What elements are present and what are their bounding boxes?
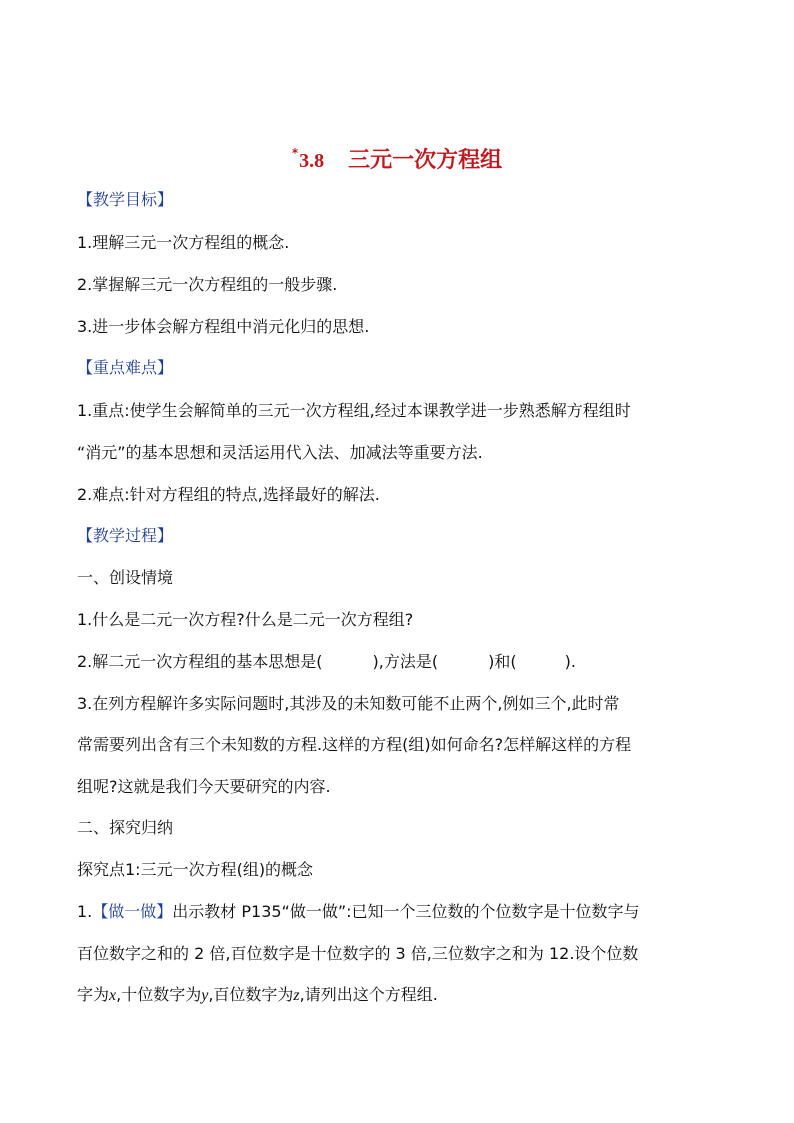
section-1-title: 一、创设情境: [77, 568, 174, 587]
activity-line3: 字为x,十位数字为y,百位数字为z,请列出这个方程组.: [77, 985, 438, 1004]
goal-item-3: 3.进一步体会解方程组中消元化归的思想.: [77, 317, 370, 336]
heading-teaching-goals: 【教学目标】: [77, 190, 174, 209]
section-2-title: 二、探究归纳: [77, 818, 174, 837]
section-number: 3.8: [299, 150, 325, 172]
variable-z: z: [293, 987, 300, 1004]
key-point-2: 2.难点:针对方程组的特点,选择最好的解法.: [77, 485, 380, 504]
title-optional-mark: *: [291, 146, 299, 160]
question-3-line1: 3.在列方程解许多实际问题时,其涉及的未知数可能不止两个,例如三个,此时常: [77, 694, 620, 713]
activity-tag: 【做一做】: [92, 902, 173, 921]
heading-key-points: 【重点难点】: [77, 358, 174, 377]
goal-item-1: 1.理解三元一次方程组的概念.: [77, 233, 290, 252]
heading-teaching-process: 【教学过程】: [77, 526, 174, 545]
variable-x: x: [109, 987, 117, 1004]
goal-item-2: 2.掌握解三元一次方程组的一般步骤.: [77, 275, 338, 294]
variable-y: y: [201, 987, 209, 1004]
page-title: [0, 143, 794, 174]
explore-point-1: 探究点1:三元一次方程(组)的概念: [77, 860, 314, 879]
key-point-1-line1: 1.重点:使学生会解简单的三元一次方程组,经过本课教学进一步熟悉解方程组时: [77, 401, 631, 420]
activity-line1: 1.【做一做】出示教材 P135“做一做”:已知一个三位数的个位数字是十位数字与: [77, 902, 640, 921]
question-1: 1.什么是二元一次方程?什么是二元一次方程组?: [77, 610, 414, 629]
key-point-1-line2: “消元”的基本思想和灵活运用代入法、加减法等重要方法.: [77, 443, 483, 462]
question-3-line2: 常需要列出含有三个未知数的方程.这样的方程(组)如何命名?怎样解这样的方程: [77, 735, 632, 754]
question-2: 2.解二元一次方程组的基本思想是( ),方法是( )和( ).: [77, 652, 576, 671]
question-3-line3: 组呢?这就是我们今天要研究的内容.: [77, 777, 331, 796]
activity-line2: 百位数字之和的 2 倍,百位数字是十位数字的 3 倍,三位数字之和为 12.设个位数: [77, 944, 639, 963]
section-title-text: 三元一次方程组: [348, 148, 503, 173]
